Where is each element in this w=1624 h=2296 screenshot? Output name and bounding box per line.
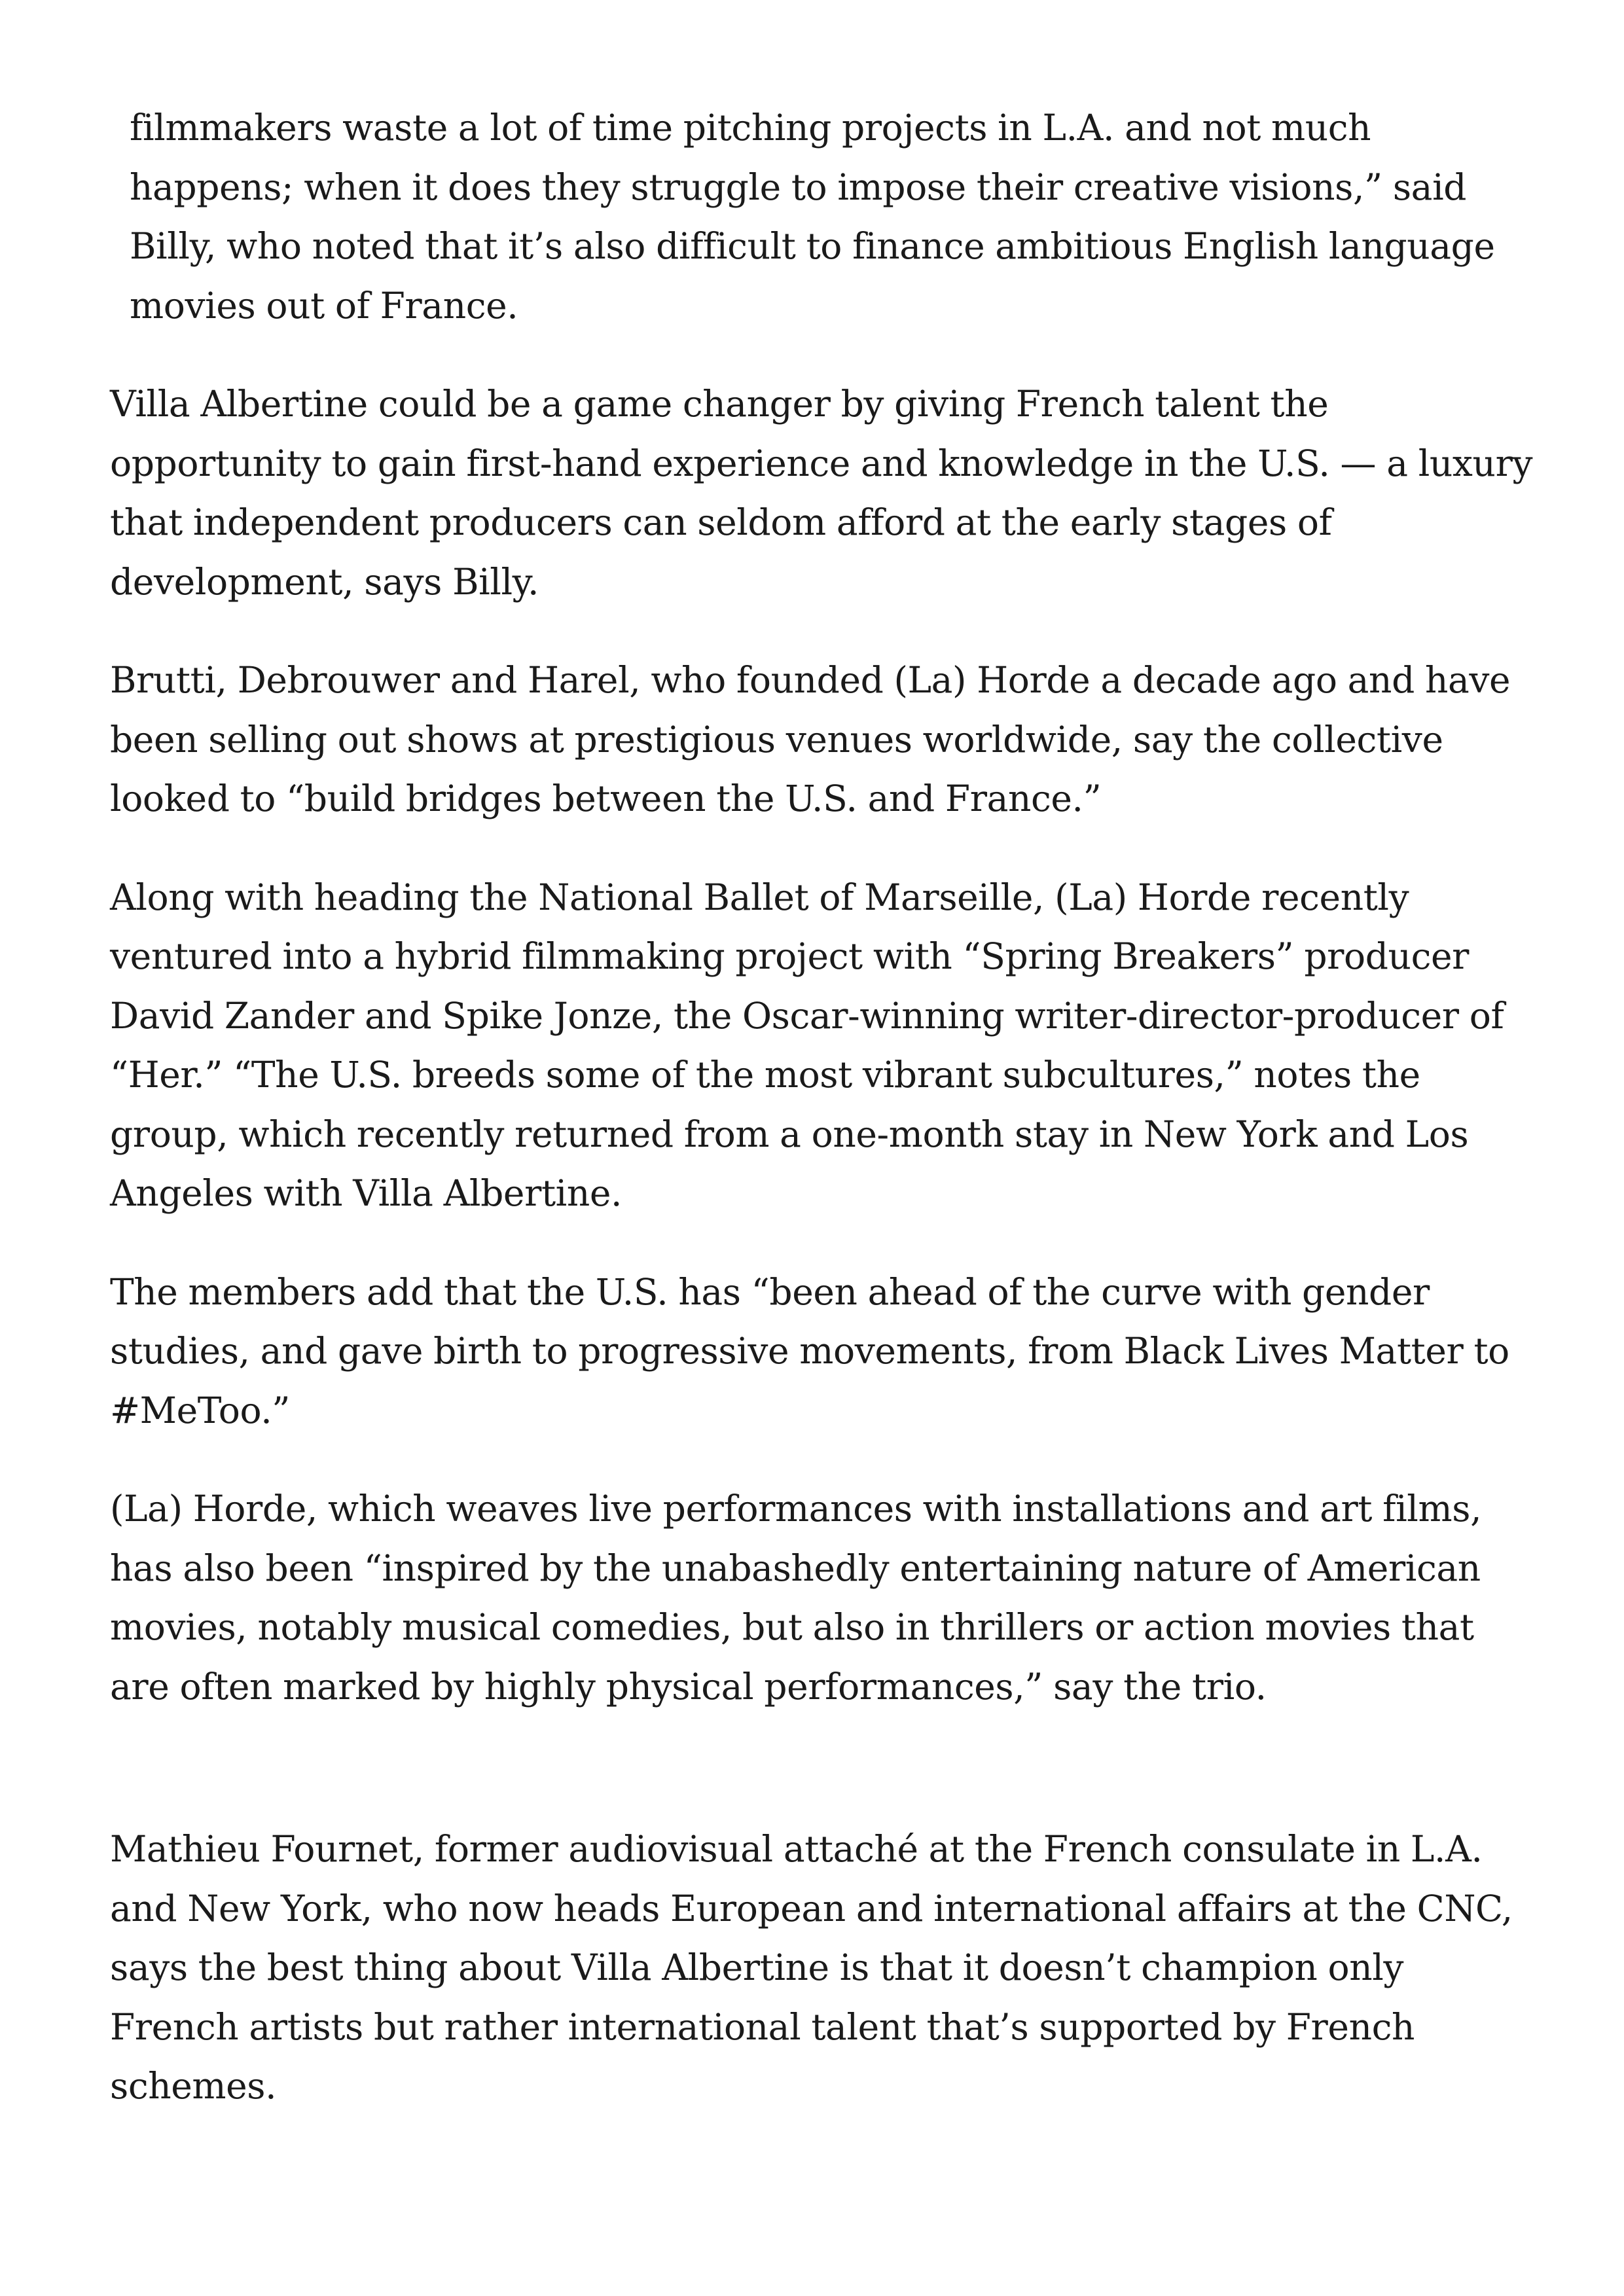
article-body — [110, 98, 1537, 2116]
paragraph-quote-continuation: filmmakers waste a lot of time pitching projects in L.A. and not much happens; when it does they struggle to impose their creative visions,” said Billy, who noted that it’s also difficult to finance ambitious English language movies out of France. — [130, 107, 1495, 327]
paragraph-american-movies: (La) Horde, which weaves live performances with installations and art films, has also been “inspired by the unabashedly entertaining nature of American movies, notably musical comedies, but also in thrillers or action movies that are often marked by highly physical performances,” say the trio. — [110, 1488, 1482, 1708]
paragraph-villa-albertine: Villa Albertine could be a game changer by giving French talent the opportunity to gain first-hand experience and knowledge in the U.S. — a luxury that independent producers can seldom afford at the early stages of development, says Billy. — [110, 383, 1533, 603]
paragraph-national-ballet: Along with heading the National Ballet of Marseille, (La) Horde recently ventured into a hybrid filmmaking project with “Spring Breakers” producer David Zander and Spike Jonze, the Oscar-winning writer-director-producer of “Her.” “The U.S. breeds some of the most vibrant subcultures,” notes the group, which recently returned from a one-month stay in New York and Los Angeles with Villa Albertine. — [110, 876, 1504, 1214]
paragraph-gender-studies: The members add that the U.S. has “been ahead of the curve with gender studies, and gave birth to progressive movements, from Black Lives Matter to #MeToo.” — [110, 1270, 1509, 1431]
paragraph-mathieu-fournet: Mathieu Fournet, former audiovisual attaché at the French consulate in L.A. and New York, who now heads European and international affairs at the CNC, says the best thing about Villa Albertine is that it doesn’t champion only French artists but rather international talent that’s supported by French schemes. — [110, 1828, 1513, 2107]
paragraph-la-horde-founders: Brutti, Debrouwer and Harel, who founded (La) Horde a decade ago and have been selling out shows at prestigious venues worldwide, say the collective looked to “build bridges between the U.S. and France.” — [110, 659, 1511, 819]
